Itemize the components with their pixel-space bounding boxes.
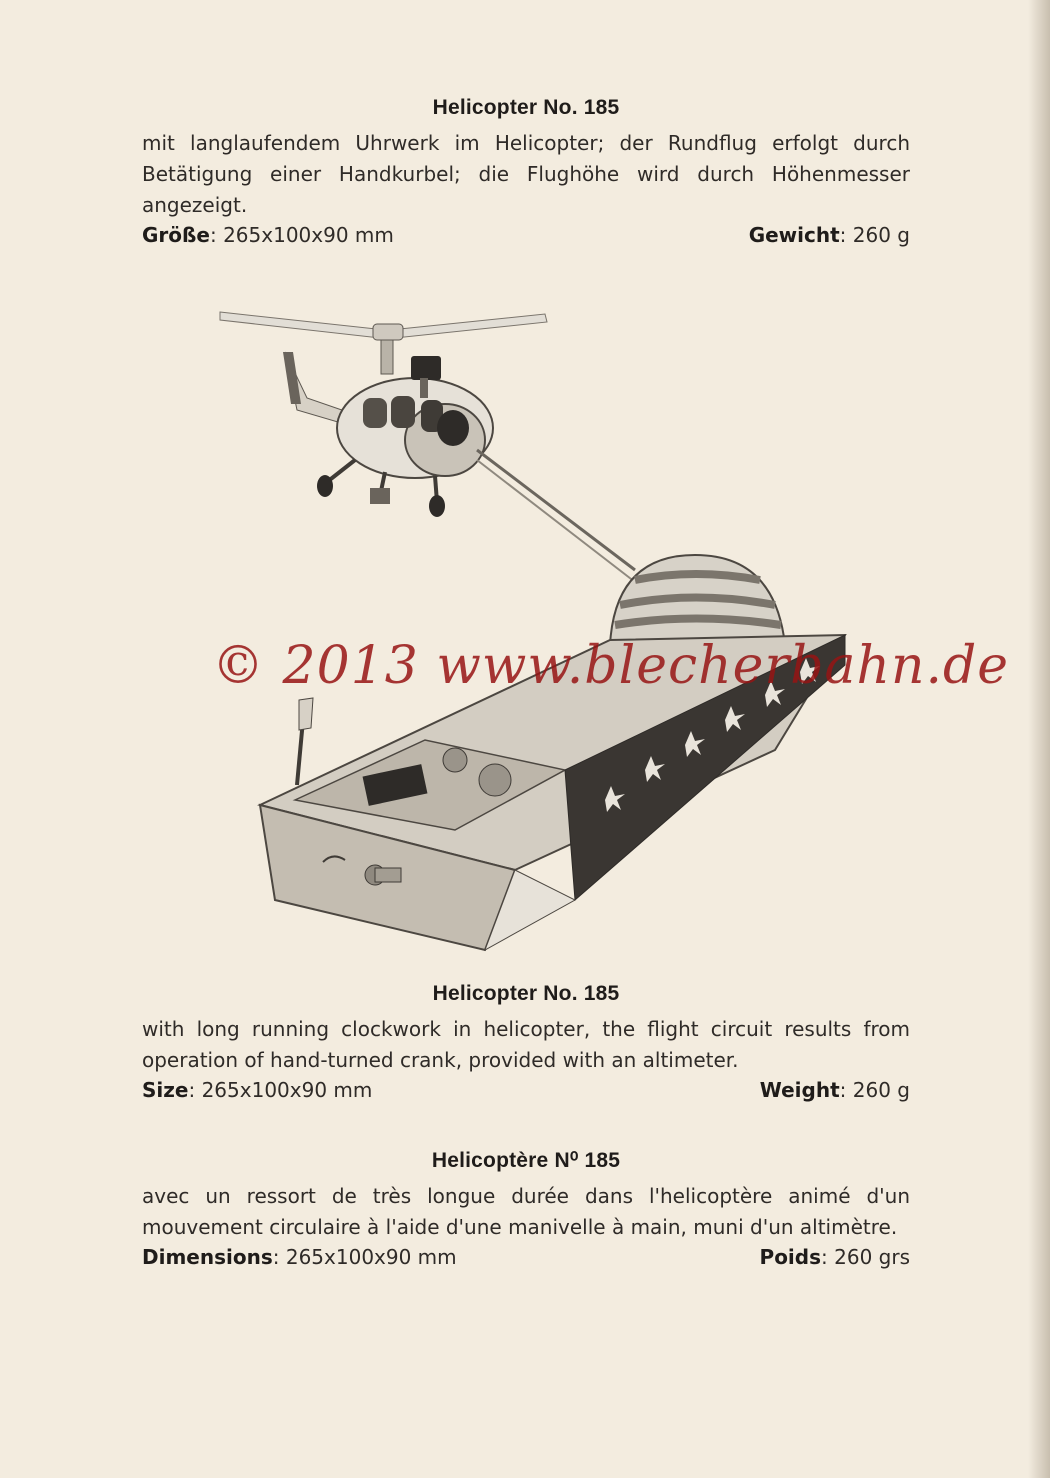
- german-description: mit langlaufendem Uhrwerk im Helicopter; der Rundflug erfolgt durch Betätigung einer Handkurbel; die Flughöhe wird durch Höhenmesser angezeigt.: [142, 131, 910, 217]
- german-size-label: Größe: [142, 223, 210, 247]
- english-weight: Weight: 260 g: [759, 1078, 910, 1102]
- french-size: Dimensions: 265x100x90 mm: [142, 1245, 457, 1269]
- copyright-watermark: © 2013 www.blecherbahn.de: [212, 636, 1010, 696]
- french-specs: [142, 1245, 910, 1269]
- english-section: [142, 982, 910, 1102]
- english-size-label: Size: [142, 1078, 189, 1102]
- german-weight-value: 260 g: [852, 223, 910, 247]
- english-size: Size: 265x100x90 mm: [142, 1078, 373, 1102]
- german-weight: Gewicht: 260 g: [748, 223, 910, 247]
- english-weight-value: 260 g: [852, 1078, 910, 1102]
- english-specs: [142, 1078, 910, 1102]
- french-title: Helicoptère N⁰ 185: [431, 1149, 621, 1172]
- french-weight-value: 260 grs: [834, 1245, 910, 1269]
- french-description: avec un ressort de très longue durée dans l'helicoptère animé d'un mouvement circulaire à l'aide d'une manivelle à main, muni d'un altimètre.: [142, 1184, 910, 1239]
- german-title: Helicopter No. 185: [432, 96, 620, 119]
- english-description: with long running clockwork in helicopter, the flight circuit results from operation of hand-turned crank, provided with an altimeter.: [142, 1017, 910, 1072]
- french-section: [142, 1148, 910, 1269]
- english-weight-label: Weight: [759, 1078, 840, 1102]
- german-section: [142, 96, 910, 247]
- german-size: Größe: 265x100x90 mm: [142, 223, 394, 247]
- french-size-value: 265x100x90 mm: [285, 1245, 457, 1269]
- german-size-value: 265x100x90 mm: [223, 223, 394, 247]
- french-weight-label: Poids: [759, 1245, 822, 1269]
- helicopter-toy-photo: [215, 300, 865, 960]
- english-title: Helicopter No. 185: [432, 982, 620, 1005]
- english-size-value: 265x100x90 mm: [201, 1078, 373, 1102]
- german-weight-label: Gewicht: [748, 223, 840, 247]
- french-weight: Poids: 260 grs: [759, 1245, 910, 1269]
- german-specs: [142, 223, 910, 247]
- french-size-label: Dimensions: [142, 1245, 273, 1269]
- page-edge-shadow: [1028, 0, 1050, 1478]
